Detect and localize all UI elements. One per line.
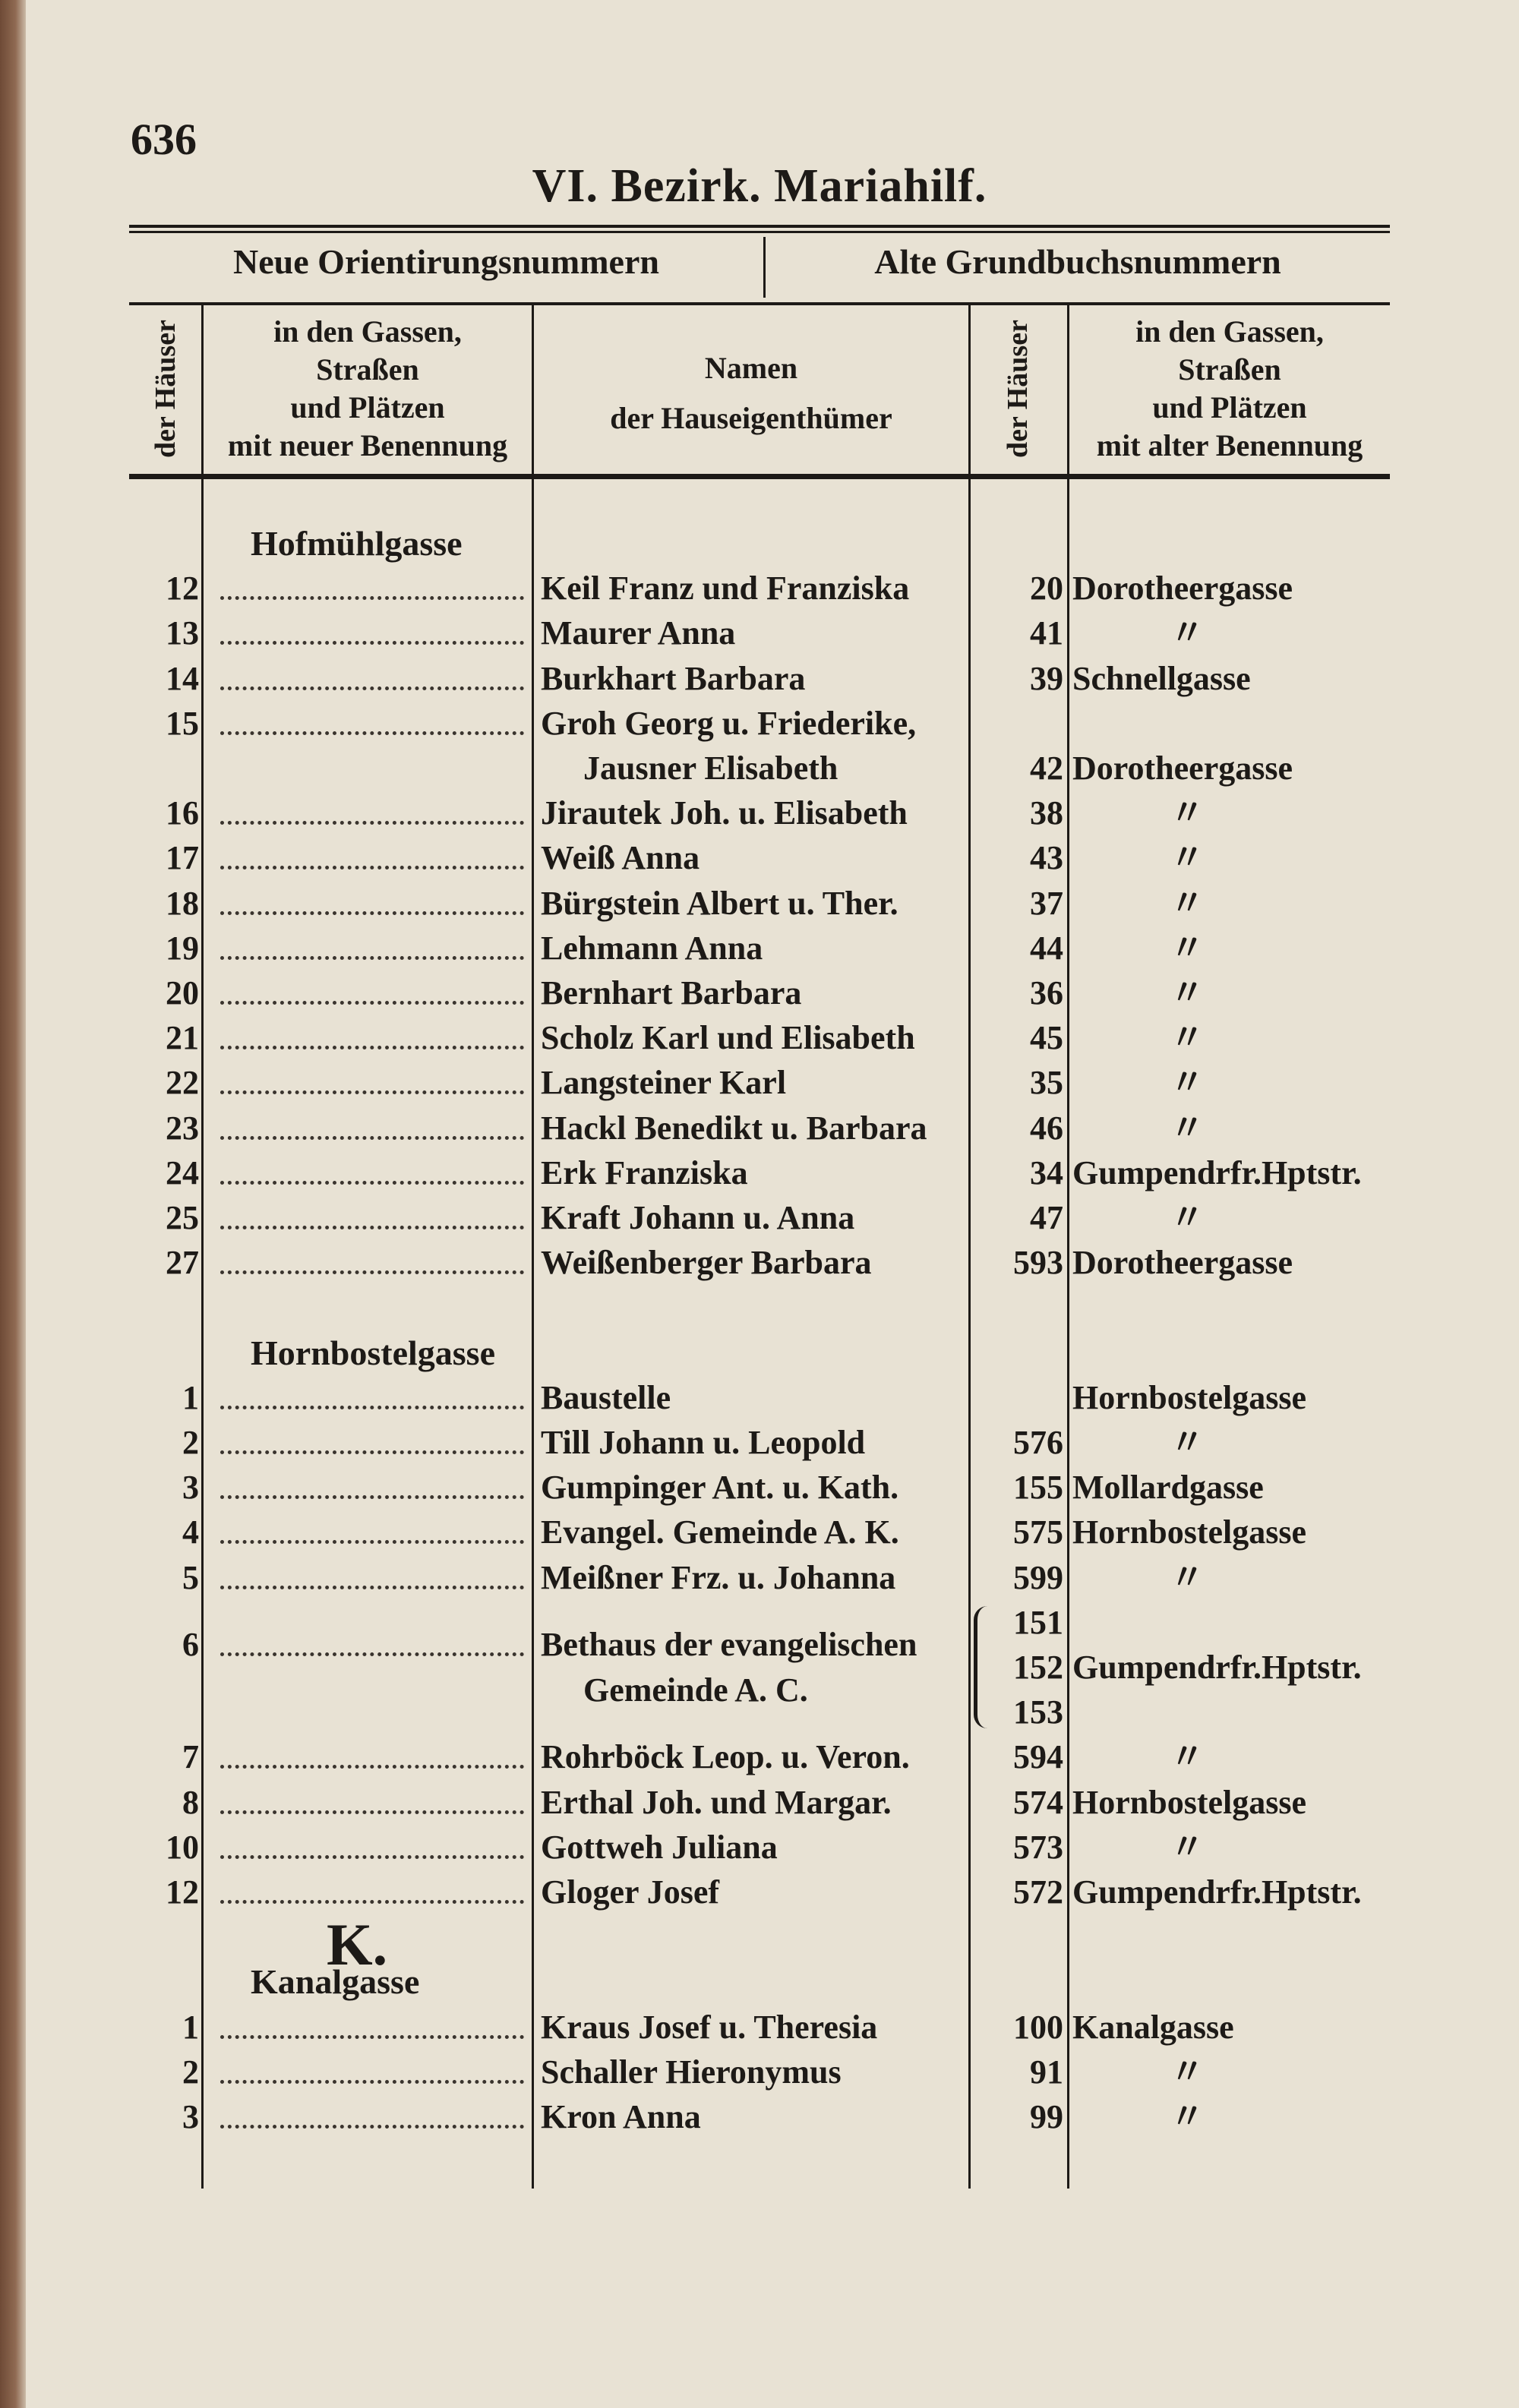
old-house-number: 151 xyxy=(1013,1603,1063,1641)
ditto-mark: 〃 xyxy=(1170,2097,1205,2136)
owner-name: Kraft Johann u. Anna xyxy=(541,1199,855,1236)
dot-leader xyxy=(220,866,524,869)
old-house-number: 35 xyxy=(1030,1064,1063,1102)
table-row xyxy=(0,1285,1519,1330)
dot-leader xyxy=(220,1810,524,1814)
new-house-number: 16 xyxy=(166,794,199,832)
col-header-line: Namen xyxy=(704,351,798,385)
ditto-mark: 〃 xyxy=(1170,1063,1205,1103)
old-house-number: 599 xyxy=(1013,1558,1063,1596)
dot-leader xyxy=(220,1136,524,1140)
old-street-name: Gumpendrfr.Hptstr. xyxy=(1072,1873,1362,1911)
old-street-name: Kanalgasse xyxy=(1072,2008,1234,2046)
new-house-number: 7 xyxy=(182,1738,199,1776)
owner-name: Rohrböck Leop. u. Veron. xyxy=(541,1738,910,1776)
new-house-number: 25 xyxy=(166,1199,199,1236)
old-street-name: Hornbostelgasse xyxy=(1072,1513,1306,1551)
owner-name: Schaller Hieronymus xyxy=(541,2053,842,2091)
owner-name: Gemeinde A. C. xyxy=(583,1671,808,1709)
new-house-number: 23 xyxy=(166,1109,199,1147)
new-house-number: 14 xyxy=(166,659,199,697)
new-house-number: 3 xyxy=(182,1469,199,1507)
old-house-number: 593 xyxy=(1013,1244,1063,1282)
table-row xyxy=(0,1555,1519,1600)
owner-name: Kraus Josef u. Theresia xyxy=(541,2008,878,2046)
col-header-street-new xyxy=(204,313,532,465)
header-rule xyxy=(129,302,1390,305)
old-street-name: Dorotheergasse xyxy=(1072,570,1293,608)
body-rule xyxy=(129,474,1390,479)
new-house-number: 24 xyxy=(166,1154,199,1191)
col-header-num-new: der Häuser xyxy=(150,320,182,458)
old-house-number: 37 xyxy=(1030,884,1063,922)
page-number: 636 xyxy=(131,115,197,164)
old-house-number: 575 xyxy=(1013,1513,1063,1551)
ditto-mark: 〃 xyxy=(1170,2052,1205,2091)
new-house-number: 4 xyxy=(182,1513,199,1551)
old-street-name: Mollardgasse xyxy=(1072,1469,1264,1507)
owner-name: Kron Anna xyxy=(541,2098,701,2135)
col-header-line: Straßen xyxy=(316,352,419,387)
owner-name: Keil Franz und Franziska xyxy=(541,570,910,608)
new-house-number: 20 xyxy=(166,974,199,1011)
col-header-owner xyxy=(534,343,968,443)
dot-leader xyxy=(220,2035,524,2039)
table-row xyxy=(0,701,1519,746)
dot-leader xyxy=(220,956,524,960)
street-heading: Hornbostelgasse xyxy=(251,1333,495,1372)
table-row xyxy=(0,1330,1519,1375)
page-title: VI. Bezirk. Mariahilf. xyxy=(532,160,987,212)
new-house-number: 1 xyxy=(182,2008,199,2046)
dot-leader xyxy=(220,821,524,825)
old-house-number: 576 xyxy=(1013,1424,1063,1461)
table-row xyxy=(0,1240,1519,1285)
dot-leader xyxy=(220,1652,524,1656)
owner-name: Burkhart Barbara xyxy=(541,659,806,697)
owner-name: Erk Franziska xyxy=(541,1154,748,1191)
owner-name: Hackl Benedikt u. Barbara xyxy=(541,1109,927,1147)
table-row xyxy=(0,1106,1519,1150)
table-row xyxy=(0,1959,1519,2004)
owner-name: Gumpinger Ant. u. Kath. xyxy=(541,1469,899,1507)
new-house-number: 15 xyxy=(166,704,199,742)
new-house-number: 10 xyxy=(166,1828,199,1866)
old-house-number: 44 xyxy=(1030,929,1063,967)
table-row xyxy=(0,566,1519,611)
old-house-number: 99 xyxy=(1030,2098,1063,2135)
owner-name: Scholz Karl und Elisabeth xyxy=(541,1019,915,1057)
table-row xyxy=(0,1622,1519,1667)
table-row xyxy=(0,746,1519,791)
street-heading: Hofmühlgasse xyxy=(251,524,463,563)
new-house-number: 6 xyxy=(182,1626,199,1664)
old-house-number: 155 xyxy=(1013,1469,1063,1507)
group-header-new: Neue Orientirungsnummern xyxy=(233,242,659,281)
old-house-number: 152 xyxy=(1013,1649,1063,1686)
ditto-mark: 〃 xyxy=(1170,1018,1205,1058)
top-rule xyxy=(129,225,1390,228)
table-row xyxy=(0,1150,1519,1195)
new-house-number: 2 xyxy=(182,1424,199,1461)
owner-name: Baustelle xyxy=(541,1378,671,1416)
old-house-number: 39 xyxy=(1030,659,1063,697)
old-house-number: 47 xyxy=(1030,1199,1063,1236)
dot-leader xyxy=(220,911,524,915)
old-house-number: 153 xyxy=(1013,1693,1063,1731)
new-house-number: 13 xyxy=(166,614,199,652)
old-house-number: 20 xyxy=(1030,570,1063,608)
dot-leader xyxy=(220,1406,524,1409)
new-house-number: 19 xyxy=(166,929,199,967)
old-house-number: 45 xyxy=(1030,1019,1063,1057)
ditto-mark: 〃 xyxy=(1170,838,1205,878)
street-heading: Kanalgasse xyxy=(251,1962,420,2002)
new-house-number: 5 xyxy=(182,1558,199,1596)
table-row xyxy=(0,881,1519,926)
col-header-street-old xyxy=(1069,313,1390,465)
owner-name: Langsteiner Karl xyxy=(541,1064,787,1102)
dot-leader xyxy=(220,1450,524,1454)
dot-leader xyxy=(220,1855,524,1859)
old-house-number: 34 xyxy=(1030,1154,1063,1191)
old-street-name: Schnellgasse xyxy=(1072,659,1251,697)
dot-leader xyxy=(220,1270,524,1274)
table-row xyxy=(0,1375,1519,1420)
table-row xyxy=(0,2094,1519,2139)
new-house-number: 1 xyxy=(182,1378,199,1416)
old-house-number: 572 xyxy=(1013,1873,1063,1911)
ditto-mark: 〃 xyxy=(1170,1108,1205,1147)
owner-name: Gloger Josef xyxy=(541,1873,720,1911)
new-house-number: 8 xyxy=(182,1783,199,1821)
old-house-number: 36 xyxy=(1030,974,1063,1011)
owner-name: Erthal Joh. und Margar. xyxy=(541,1783,892,1821)
dot-leader xyxy=(220,731,524,735)
ditto-mark: 〃 xyxy=(1170,1198,1205,1237)
old-house-number: 574 xyxy=(1013,1783,1063,1821)
col-header-line: mit alter Benennung xyxy=(1096,428,1363,462)
dot-leader xyxy=(220,1900,524,1904)
ditto-mark: 〃 xyxy=(1170,1557,1205,1597)
dot-leader xyxy=(220,641,524,645)
table-row xyxy=(0,970,1519,1015)
dot-leader xyxy=(220,1540,524,1544)
col-header-line: und Plätzen xyxy=(290,390,445,424)
dot-leader xyxy=(220,686,524,690)
owner-name: Groh Georg u. Friederike, xyxy=(541,704,917,742)
table-row xyxy=(0,835,1519,880)
new-house-number: 12 xyxy=(166,1873,199,1911)
new-house-number: 3 xyxy=(182,2098,199,2135)
owner-name: Bürgstein Albert u. Ther. xyxy=(541,884,898,922)
new-house-number: 27 xyxy=(166,1244,199,1282)
table-row xyxy=(0,521,1519,566)
owner-name: Meißner Frz. u. Johanna xyxy=(541,1558,896,1596)
table-row xyxy=(0,2050,1519,2094)
new-house-number: 2 xyxy=(182,2053,199,2091)
table-row xyxy=(0,611,1519,655)
owner-name: Bethaus der evangelischen xyxy=(541,1626,917,1664)
table-row xyxy=(0,1825,1519,1870)
owner-name: Jirautek Joh. u. Elisabeth xyxy=(541,794,908,832)
table-row xyxy=(0,1195,1519,1240)
owner-name: Gottweh Juliana xyxy=(541,1828,778,1866)
owner-name: Lehmann Anna xyxy=(541,929,763,967)
ditto-mark: 〃 xyxy=(1170,1827,1205,1867)
table-row xyxy=(0,1015,1519,1060)
old-street-name: Gumpendrfr.Hptstr. xyxy=(1072,1649,1362,1686)
col-header-num-old: der Häuser xyxy=(1002,320,1034,458)
old-street-name: Gumpendrfr.Hptstr. xyxy=(1072,1154,1362,1191)
dot-leader xyxy=(220,2080,524,2084)
owner-name: Weißenberger Barbara xyxy=(541,1244,872,1282)
old-street-name: Hornbostelgasse xyxy=(1072,1783,1306,1821)
table-row xyxy=(0,1060,1519,1105)
old-house-number: 46 xyxy=(1030,1109,1063,1147)
table-row xyxy=(0,1465,1519,1510)
ditto-mark: 〃 xyxy=(1170,928,1205,967)
top-rule-inner xyxy=(129,231,1390,233)
dot-leader xyxy=(220,596,524,600)
table-row xyxy=(0,926,1519,970)
old-street-name: Hornbostelgasse xyxy=(1072,1378,1306,1416)
old-house-number: 573 xyxy=(1013,1828,1063,1866)
table-row xyxy=(0,2005,1519,2050)
new-house-number: 22 xyxy=(166,1064,199,1102)
ditto-mark: 〃 xyxy=(1170,614,1205,653)
old-house-number: 100 xyxy=(1013,2008,1063,2046)
old-house-number: 42 xyxy=(1030,750,1063,787)
section-letter: K. xyxy=(327,1911,388,1978)
col-header-line: in den Gassen, xyxy=(1135,314,1324,349)
ditto-mark: 〃 xyxy=(1170,1423,1205,1462)
col-header-line: in den Gassen, xyxy=(273,314,462,349)
new-house-number: 17 xyxy=(166,839,199,877)
old-street-name: Dorotheergasse xyxy=(1072,1244,1293,1282)
old-house-number: 91 xyxy=(1030,2053,1063,2091)
owner-name: Weiß Anna xyxy=(541,839,700,877)
col-header-line: der Hauseigenthümer xyxy=(610,401,892,435)
brace xyxy=(974,1606,990,1729)
dot-leader xyxy=(220,2125,524,2129)
old-house-number: 43 xyxy=(1030,839,1063,877)
old-house-number: 594 xyxy=(1013,1738,1063,1776)
old-street-name: Dorotheergasse xyxy=(1072,750,1293,787)
dot-leader xyxy=(220,1226,524,1229)
table-row xyxy=(0,791,1519,835)
owner-name: Till Johann u. Leopold xyxy=(541,1424,866,1461)
dot-leader xyxy=(220,1586,524,1589)
ditto-mark: 〃 xyxy=(1170,794,1205,833)
new-house-number: 18 xyxy=(166,884,199,922)
dot-leader xyxy=(220,1765,524,1769)
new-house-number: 21 xyxy=(166,1019,199,1057)
ditto-mark: 〃 xyxy=(1170,1737,1205,1777)
table-row xyxy=(0,1734,1519,1779)
old-house-number: 41 xyxy=(1030,614,1063,652)
dot-leader xyxy=(220,1001,524,1005)
dot-leader xyxy=(220,1090,524,1094)
col-header-line: und Plätzen xyxy=(1152,390,1307,424)
new-house-number: 12 xyxy=(166,570,199,608)
owner-name: Evangel. Gemeinde A. K. xyxy=(541,1513,899,1551)
table-row xyxy=(0,1780,1519,1825)
owner-name: Maurer Anna xyxy=(541,614,736,652)
owner-name: Jausner Elisabeth xyxy=(583,750,838,787)
ditto-mark: 〃 xyxy=(1170,974,1205,1012)
table-row xyxy=(0,1420,1519,1465)
table-row xyxy=(0,1870,1519,1914)
dot-leader xyxy=(220,1495,524,1499)
owner-name: Bernhart Barbara xyxy=(541,974,802,1011)
dot-leader xyxy=(220,1046,524,1049)
dot-leader xyxy=(220,1181,524,1185)
table-row xyxy=(0,1668,1519,1712)
col-header-line: mit neuer Benennung xyxy=(227,428,508,462)
old-house-number: 38 xyxy=(1030,794,1063,832)
ditto-mark: 〃 xyxy=(1170,883,1205,923)
col-header-line: Straßen xyxy=(1178,352,1281,387)
table-row xyxy=(0,656,1519,701)
table-row xyxy=(0,1510,1519,1554)
group-header-old: Alte Grundbuchsnummern xyxy=(874,242,1281,281)
